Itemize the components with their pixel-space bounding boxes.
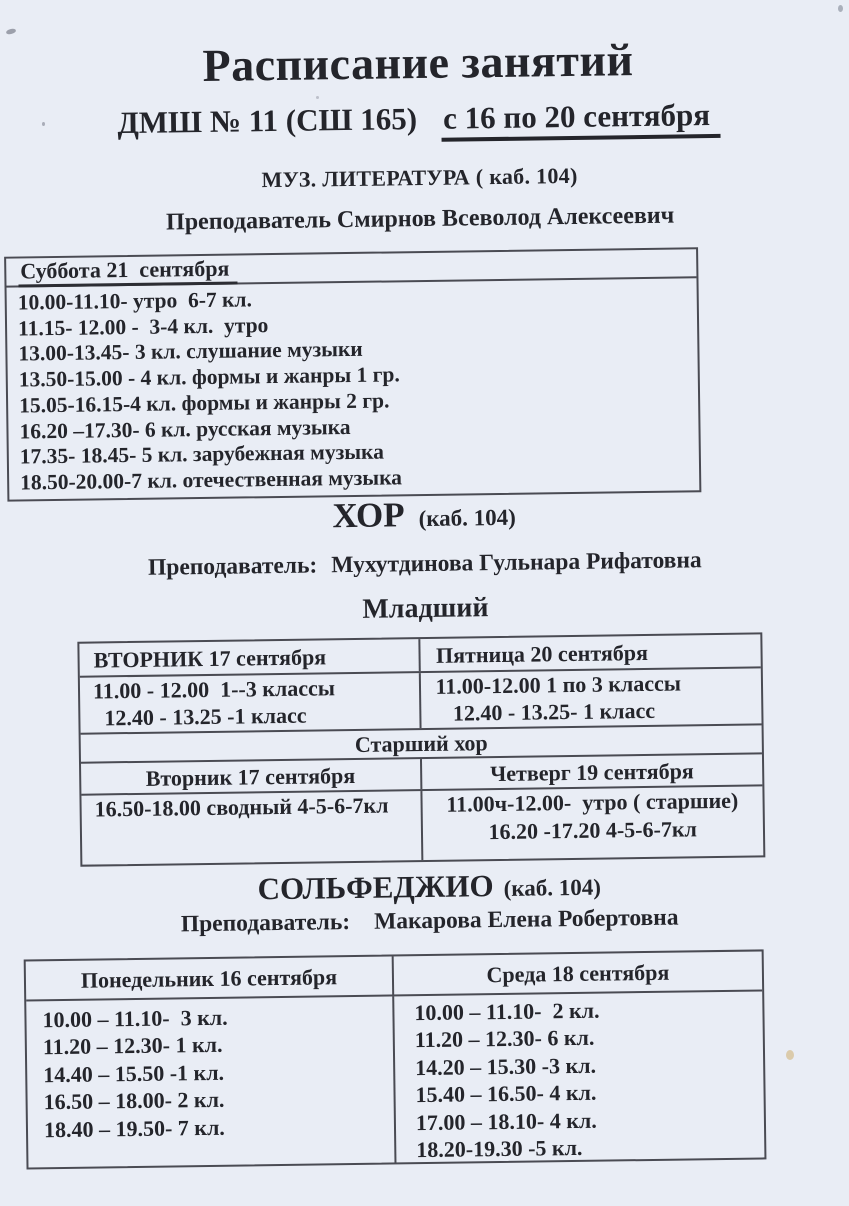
choir-table xyxy=(77,632,765,866)
schedule-line: 16.20 -17.20 4-5-6-7кл xyxy=(488,816,698,845)
teacher-label: Преподаватель: xyxy=(147,552,318,581)
scan-speck xyxy=(786,1050,794,1060)
schedule-line: 18.20-19.30 -5 кл. xyxy=(416,1134,583,1163)
schedule-line: 17.00 – 18.10- 4 кл. xyxy=(415,1107,597,1135)
schedule-line: 14.40 – 15.50 -1 кл. xyxy=(43,1059,225,1088)
schedule-line: 12.40 - 13.25 -1 класс xyxy=(104,702,307,731)
music-literature-table xyxy=(4,247,701,501)
schedule-line: 10.00-11.10- утро 6-7 кл. xyxy=(17,287,253,315)
page-subtitle xyxy=(0,95,844,148)
schedule-line: 13.50-15.00 - 4 кл. формы и жанры 1 гр. xyxy=(18,362,400,392)
junior-left-cell xyxy=(80,673,421,733)
schedule-line: 16.50 – 18.00- 2 кл. xyxy=(43,1086,225,1115)
schedule-line: 17.35- 18.45- 5 кл. зарубежная музыка xyxy=(19,439,385,469)
solfeggio-room: (каб. 104) xyxy=(503,874,602,901)
junior-right-cell xyxy=(420,668,761,728)
junior-choir-title: Младший xyxy=(362,592,489,625)
teacher-label: Преподаватель: xyxy=(180,909,351,938)
junior-left-day: ВТОРНИК 17 сентября xyxy=(79,639,420,676)
senior-right-cell xyxy=(422,786,763,860)
teacher-name: Макарова Елена Робертовна xyxy=(373,904,679,935)
senior-content-row xyxy=(81,786,763,864)
junior-right-day: Пятница 20 сентября xyxy=(435,639,649,668)
solfeggio-left-cell xyxy=(26,996,396,1167)
schedule-line: 18.40 – 19.50- 7 кл. xyxy=(43,1114,226,1142)
teacher-choir xyxy=(0,545,849,584)
senior-left-day: Вторник 17 сентября xyxy=(81,759,422,794)
schedule-line: 16.50-18.00 сводный 4-5-6-7кл xyxy=(94,792,389,822)
schedule-line: 11.00ч-12.00- утро ( старшие) xyxy=(446,787,739,817)
choir-room: (каб. 104) xyxy=(418,504,517,532)
schedule-line: 11.20 – 12.30- 1 кл. xyxy=(42,1032,223,1060)
scan-speck xyxy=(316,96,319,99)
schedule-line: 18.50-20.00-7 кл. отечественная музыка xyxy=(20,465,403,495)
senior-right-day: Четверг 19 сентября xyxy=(489,758,694,787)
school-name: ДМШ № 11 (СШ 165) xyxy=(117,101,418,141)
schedule-line: 12.40 - 13.25- 1 класс xyxy=(452,697,656,726)
schedule-line: 14.20 – 15.30 -3 кл. xyxy=(415,1052,597,1080)
senior-left-cell xyxy=(81,791,422,865)
scan-speck xyxy=(838,5,843,12)
solfeggio-title: СОЛЬФЕДЖИО xyxy=(257,868,494,907)
schedule-line: 15.40 – 16.50- 4 кл. xyxy=(415,1079,597,1108)
teacher-name: Мухутдинова Гульнара Рифатовна xyxy=(331,547,702,579)
page-title: Расписание занятий xyxy=(202,34,634,91)
schedule-line: 15.05-16.15-4 кл. формы и жанры 2 гр. xyxy=(18,388,390,418)
schedule-line: 10.00 – 11.10- 3 кл. xyxy=(42,1004,228,1033)
solfeggio-left-day: Понедельник 16 сентября xyxy=(26,956,394,999)
schedule-line: 11.00-12.00 1 по 3 классы xyxy=(435,670,682,699)
day-header-label: Суббота 21 сентября xyxy=(18,256,237,288)
schedule-line: 11.20 – 12.30- 6 кл. xyxy=(414,1025,595,1053)
schedule-line: 16.20 –17.30- 6 кл. русская музыка xyxy=(19,414,351,444)
solfeggio-content-row xyxy=(26,991,764,1167)
section-heading-music-literature: МУЗ. ЛИТЕРАТУРА ( каб. 104) xyxy=(261,162,578,193)
scan-speck xyxy=(42,122,45,126)
schedule-line: 13.00-13.45- 3 кл. слушание музыки xyxy=(18,337,363,366)
junior-content-row xyxy=(80,668,762,734)
date-range: с 16 по 20 сентября xyxy=(441,97,721,142)
senior-choir-banner: Старший хор xyxy=(81,725,762,763)
solfeggio-right-cell xyxy=(394,991,764,1162)
teacher-music-literature: Преподаватель Смирнов Всеволод Алексеевич xyxy=(165,202,675,236)
schedule-line: 10.00 – 11.10- 2 кл. xyxy=(414,997,600,1026)
schedule-line: 11.15- 12.00 - 3-4 кл. утро xyxy=(17,312,269,341)
solfeggio-table xyxy=(24,949,767,1169)
schedule-line: 11.00 - 12.00 1--3 классы xyxy=(92,675,336,704)
solfeggio-right-day: Среда 18 сентября xyxy=(486,959,670,988)
choir-title: ХОР xyxy=(332,495,405,536)
music-literature-schedule xyxy=(7,278,700,499)
